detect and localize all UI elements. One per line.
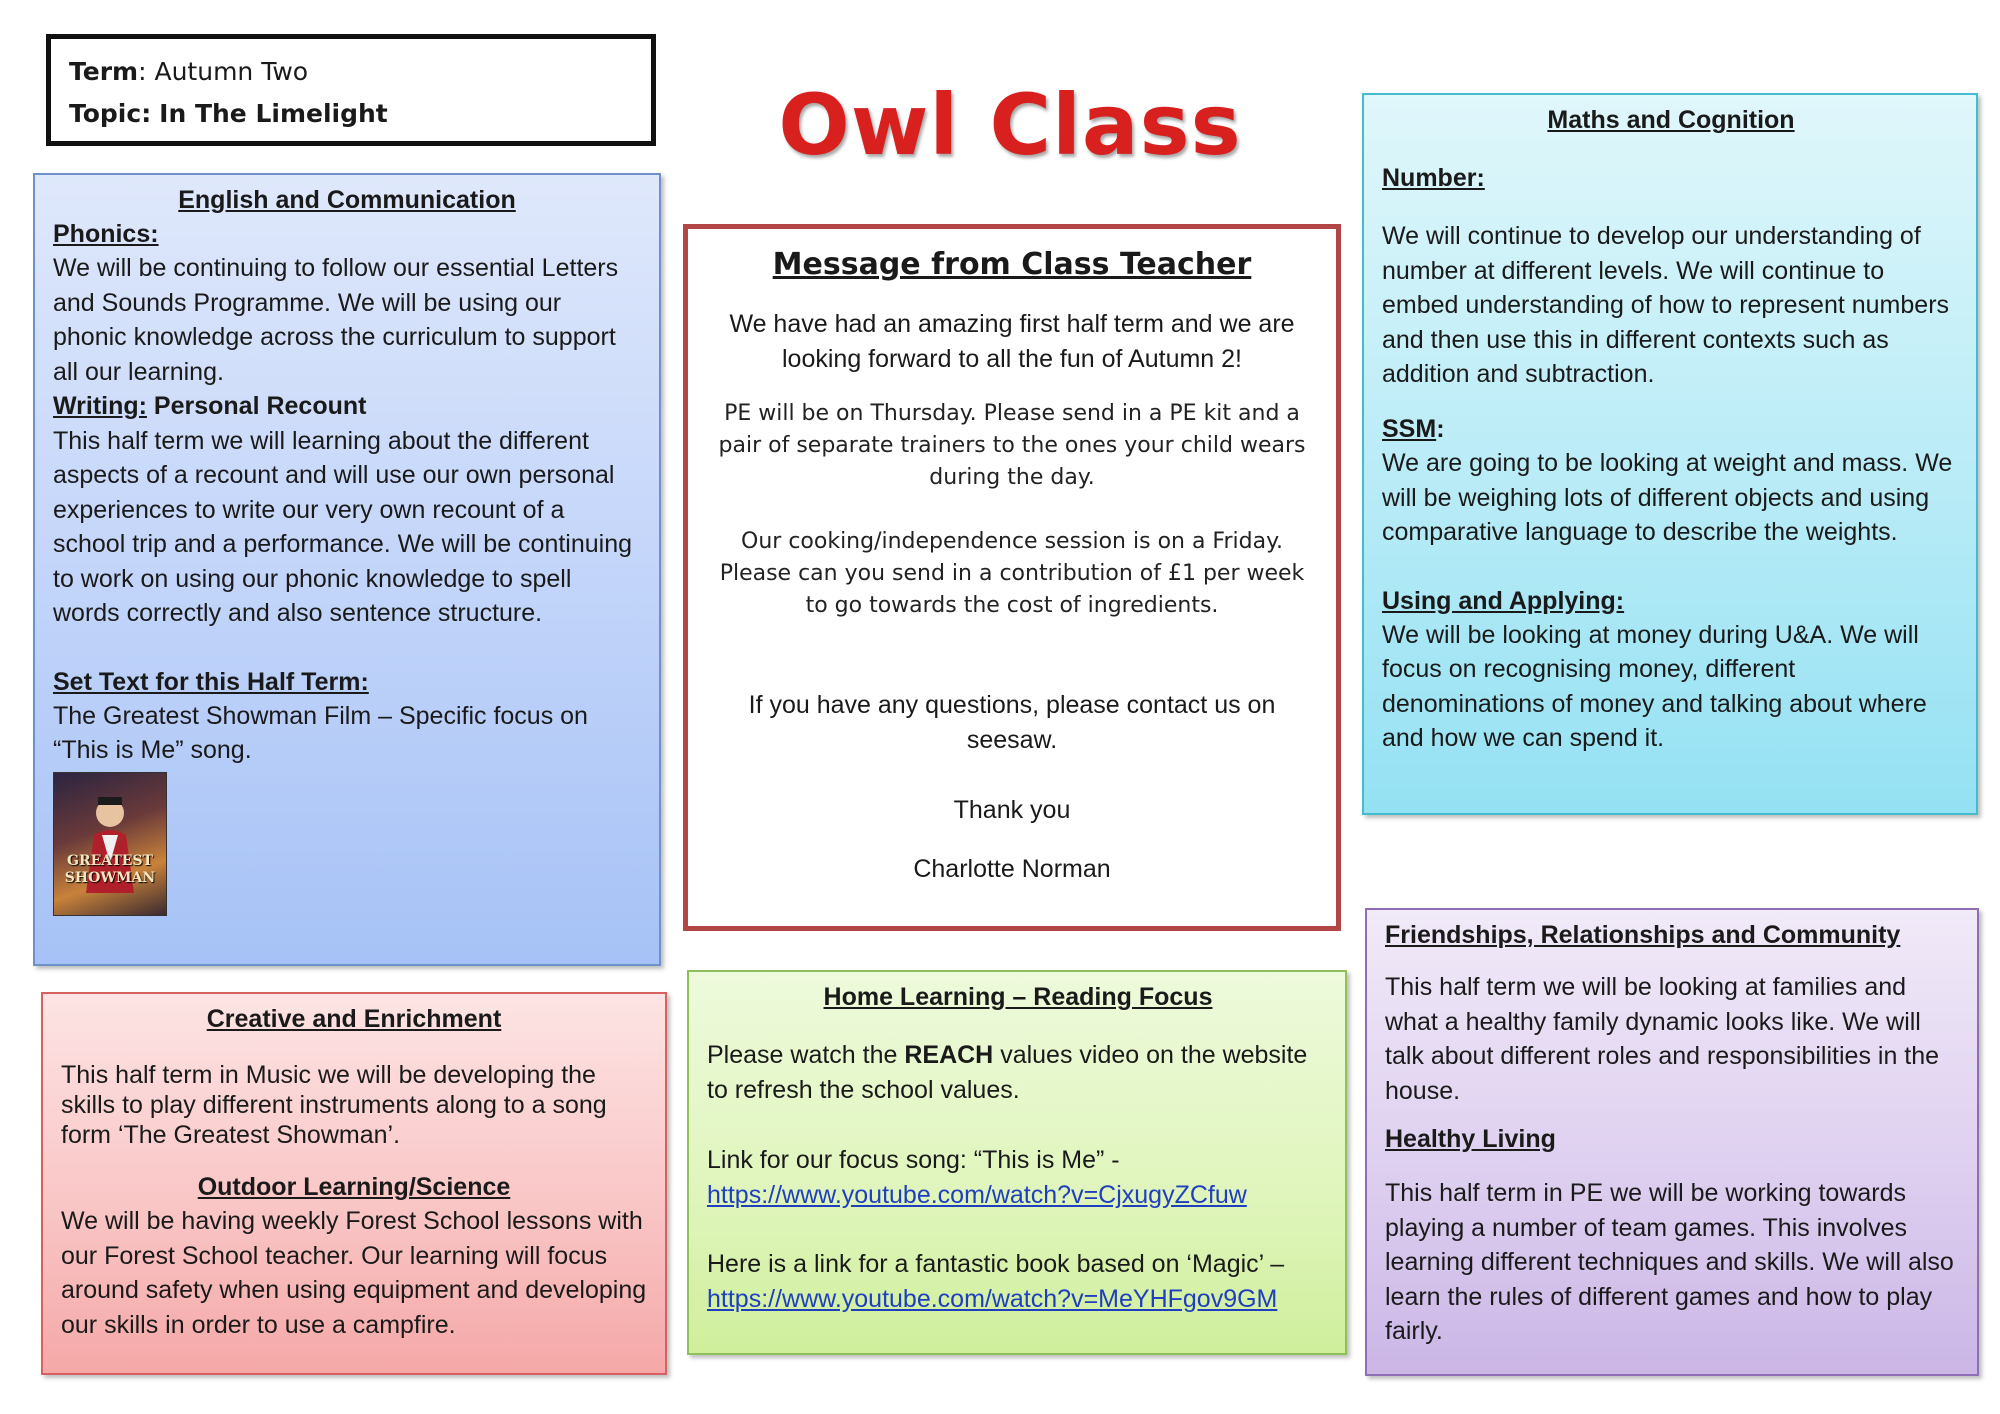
friendships-heading: Friendships, Relationships and Community [1385, 921, 1901, 949]
term-label: Term [69, 57, 139, 86]
reach-word: REACH [904, 1041, 994, 1069]
using-applying-text: We will be looking at money during U&A. We will focus on recognising money, different denominations of money and talking about where and how we can spend it. [1382, 620, 1927, 752]
focus-song-link[interactable]: https://www.youtube.com/watch?v=CjxugyZCfuw [707, 1180, 1247, 1209]
teacher-message-pe: PE will be on Thursday. Please send in a PE kit and a pair of separate trainers to the ones your child wears during the day. [718, 401, 1306, 490]
page-title: Owl Class [778, 76, 1242, 174]
creative-heading: Creative and Enrichment [206, 1005, 502, 1033]
creative-text: This half term in Music we will be developing the skills to play different instruments along to a song form ‘The Greatest Showman’. [61, 1061, 607, 1149]
poster-title: GREATEST SHOWMAN [64, 852, 156, 886]
home-learning-reach-text [707, 1038, 1329, 1107]
teacher-message-thanks: Thank you [953, 796, 1071, 824]
poster-figure-icon [54, 773, 166, 915]
topic-label: Topic: [69, 99, 152, 128]
maths-cognition-panel [1362, 93, 1978, 815]
number-heading: Number: [1382, 164, 1485, 192]
magic-book-link-row [707, 1282, 1329, 1317]
teacher-message-intro: We have had an amazing first half term and we are looking forward to all the fun of Autumn 2! [729, 310, 1295, 373]
english-heading: English and Communication [178, 186, 516, 214]
writing-subheading: Personal Recount [153, 392, 367, 420]
teacher-signature: Charlotte Norman [913, 854, 1111, 883]
term-row [69, 51, 633, 93]
teacher-message-cooking: Our cooking/independence session is on a Friday. Please can you send in a contribution of £1 per week to go towards the cost of ingredients. [719, 529, 1305, 618]
ssm-heading-row [1382, 412, 1960, 447]
teacher-message-contact: If you have any questions, please contact us on seesaw. [748, 691, 1276, 754]
writing-heading-row [53, 389, 641, 424]
english-communication-panel [33, 173, 661, 966]
home-learning-panel [687, 970, 1347, 1355]
teacher-heading: Message from Class Teacher [772, 247, 1252, 282]
term-value: Autumn Two [154, 57, 309, 86]
set-text-description: The Greatest Showman Film – Specific focus on “This is Me” song. [53, 701, 588, 764]
creative-enrichment-panel [41, 992, 667, 1375]
greatest-showman-poster-image [53, 772, 167, 916]
magic-book-link[interactable]: https://www.youtube.com/watch?v=MeYHFgov9GM [707, 1284, 1278, 1313]
focus-song-link-row [707, 1178, 1329, 1213]
set-text-heading: Set Text for this Half Term: [53, 667, 369, 696]
phonics-heading: Phonics: [53, 220, 159, 248]
term-separator: : [138, 57, 147, 86]
number-text: We will continue to develop our understanding of number at different levels. We will continue to embed understanding of how to represent numbers and then use this in different contexts such as addition and subtraction. [1382, 222, 1950, 388]
ssm-heading: SSM [1382, 414, 1437, 443]
outdoor-learning-text: We will be having weekly Forest School lessons with our Forest School teacher. Our learning will focus around safety when using equipment and developing our skills in order to use a campfire. [61, 1207, 647, 1339]
outdoor-learning-heading: Outdoor Learning/Science [197, 1173, 511, 1201]
healthy-living-heading: Healthy Living [1385, 1125, 1556, 1153]
ssm-text: We are going to be looking at weight and mass. We will be weighing lots of different objects and using comparative language to describe the weights. [1382, 449, 1953, 546]
maths-heading: Maths and Cognition [1547, 106, 1795, 134]
reach-text-start: Please watch the [707, 1041, 905, 1069]
teacher-message-panel [683, 224, 1341, 931]
ssm-colon: : [1436, 414, 1445, 443]
healthy-living-text: This half term in PE we will be working towards playing a number of team games. This involves learning different techniques and skills. We will also learn the rules of different games and how to play fairly. [1385, 1179, 1954, 1345]
topic-row [69, 93, 633, 135]
home-learning-heading: Home Learning – Reading Focus [823, 983, 1213, 1011]
magic-book-text: Here is a link for a fantastic book based on ‘Magic’ – [707, 1250, 1285, 1278]
term-topic-box [46, 34, 656, 146]
writing-text: This half term we will learning about the different aspects of a recount and will use our own personal experiences to write our very own recount of a school trip and a performance. We will be continuing to work on using our phonic knowledge to spell words correctly and also sentence structure. [53, 426, 633, 627]
writing-heading: Writing: [53, 392, 147, 420]
reach-text-end: values video on the website to refresh the school values. [707, 1041, 1308, 1104]
using-applying-heading: Using and Applying: [1382, 586, 1625, 615]
friendships-text: This half term we will be looking at families and what a healthy family dynamic looks like. We will talk about different roles and responsibilities in the house. [1385, 973, 1940, 1105]
focus-song-text: Link for our focus song: “This is Me” - [707, 1146, 1120, 1174]
friendships-relationships-panel [1365, 908, 1979, 1376]
topic-value: In The Limelight [159, 99, 388, 128]
phonics-text: We will be continuing to follow our essential Letters and Sounds Programme. We will be using our phonic knowledge across the curriculum to support all our learning. [53, 254, 619, 386]
